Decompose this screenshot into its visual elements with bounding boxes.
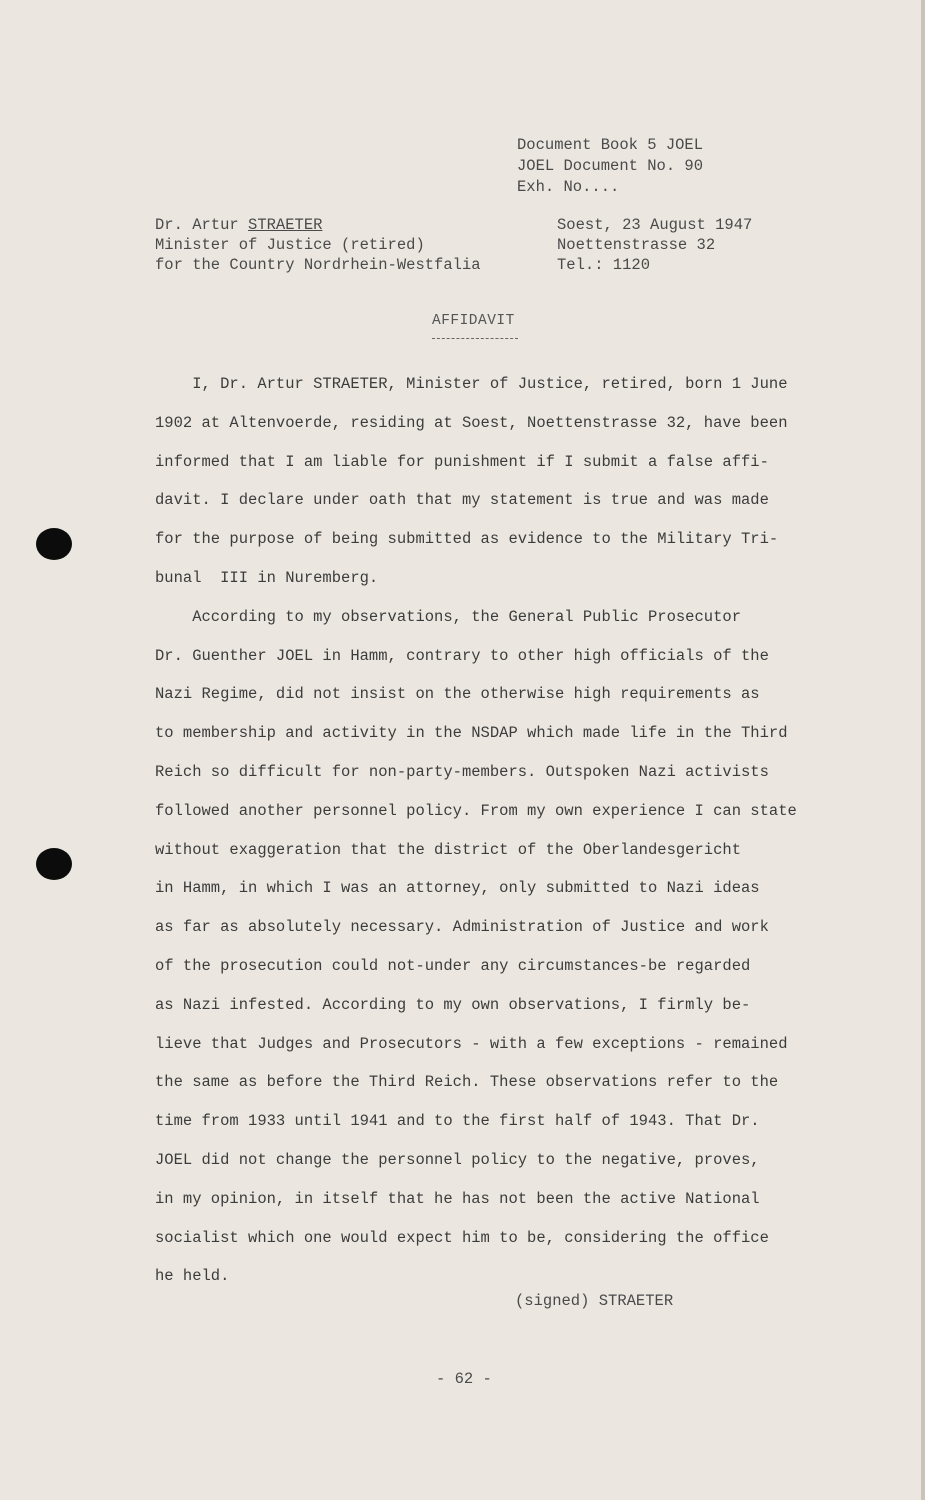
body-line: informed that I am liable for punishment if I submit a false affi- xyxy=(155,452,769,471)
page-number: - 62 - xyxy=(436,1370,492,1388)
body-line: followed another personnel policy. From my own experience I can state xyxy=(155,801,797,820)
body-line: socialist which one would expect him to be, considering the office xyxy=(155,1228,769,1247)
body-line: lieve that Judges and Prosecutors - with a few exceptions - remained xyxy=(155,1034,788,1053)
punch-hole-icon xyxy=(36,848,72,880)
place-date-block xyxy=(557,215,752,275)
telephone: Tel.: 1120 xyxy=(557,256,651,274)
body-line: as far as absolutely necessary. Administration of Justice and work xyxy=(155,918,769,937)
body-line: without exaggeration that the district of the Oberlandesgericht xyxy=(155,840,741,859)
signature-line: (signed) STRAETER xyxy=(515,1292,674,1310)
sender-title: Minister of Justice (retired) xyxy=(155,236,425,254)
body-line: the same as before the Third Reich. These observations refer to the xyxy=(155,1073,779,1092)
body-line: Reich so difficult for non-party-members. Outspoken Nazi activists xyxy=(155,762,769,781)
title-underline xyxy=(432,338,518,339)
body-line: in my opinion, in itself that he has not been the active National xyxy=(155,1189,760,1208)
sender-surname: STRAETER xyxy=(248,216,323,234)
body-line: I, Dr. Artur STRAETER, Minister of Justice, retired, born 1 June xyxy=(155,375,788,393)
document-reference xyxy=(517,135,703,198)
punch-hole-icon xyxy=(36,528,72,560)
body-line: to membership and activity in the NSDAP which made life in the Third xyxy=(155,724,788,743)
page-edge xyxy=(921,0,925,1500)
document-number-line: JOEL Document No. 90 xyxy=(517,157,704,175)
body-line: 1902 at Altenvoerde, residing at Soest, Noettenstrasse 32, have been xyxy=(155,413,788,432)
body-line: of the prosecution could not-under any circumstances-be regarded xyxy=(155,956,751,975)
body-line: JOEL did not change the personnel policy to the negative, proves, xyxy=(155,1150,760,1169)
body-line: he held. xyxy=(155,1267,230,1286)
body-line: for the purpose of being submitted as evidence to the Military Tri- xyxy=(155,530,779,549)
body-line: According to my observations, the General Public Prosecutor xyxy=(155,607,741,626)
affidavit-body xyxy=(155,365,815,1296)
sender-name-prefix: Dr. Artur xyxy=(155,216,249,234)
document-title: AFFIDAVIT xyxy=(432,313,515,329)
body-line: Nazi Regime, did not insist on the otherwise high requirements as xyxy=(155,685,760,704)
body-line: time from 1933 until 1941 and to the first half of 1943. That Dr. xyxy=(155,1112,760,1131)
sender-region: for the Country Nordrhein-Westfalia xyxy=(155,256,481,274)
sender-name xyxy=(155,215,481,235)
body-line: Dr. Guenther JOEL in Hamm, contrary to other high officials of the xyxy=(155,646,769,665)
body-line: davit. I declare under oath that my statement is true and was made xyxy=(155,491,769,510)
body-line: in Hamm, in which I was an attorney, only submitted to Nazi ideas xyxy=(155,879,760,898)
body-line: bunal III in Nuremberg. xyxy=(155,568,379,587)
sender-block xyxy=(155,215,481,275)
place-date-line: Soest, 23 August 1947 xyxy=(557,216,753,234)
street-address: Noettenstrasse 32 xyxy=(557,236,716,254)
exhibit-number-line: Exh. No.... xyxy=(517,178,620,196)
document-book-line: Document Book 5 JOEL xyxy=(517,136,704,154)
body-line: as Nazi infested. According to my own observations, I firmly be- xyxy=(155,995,751,1014)
